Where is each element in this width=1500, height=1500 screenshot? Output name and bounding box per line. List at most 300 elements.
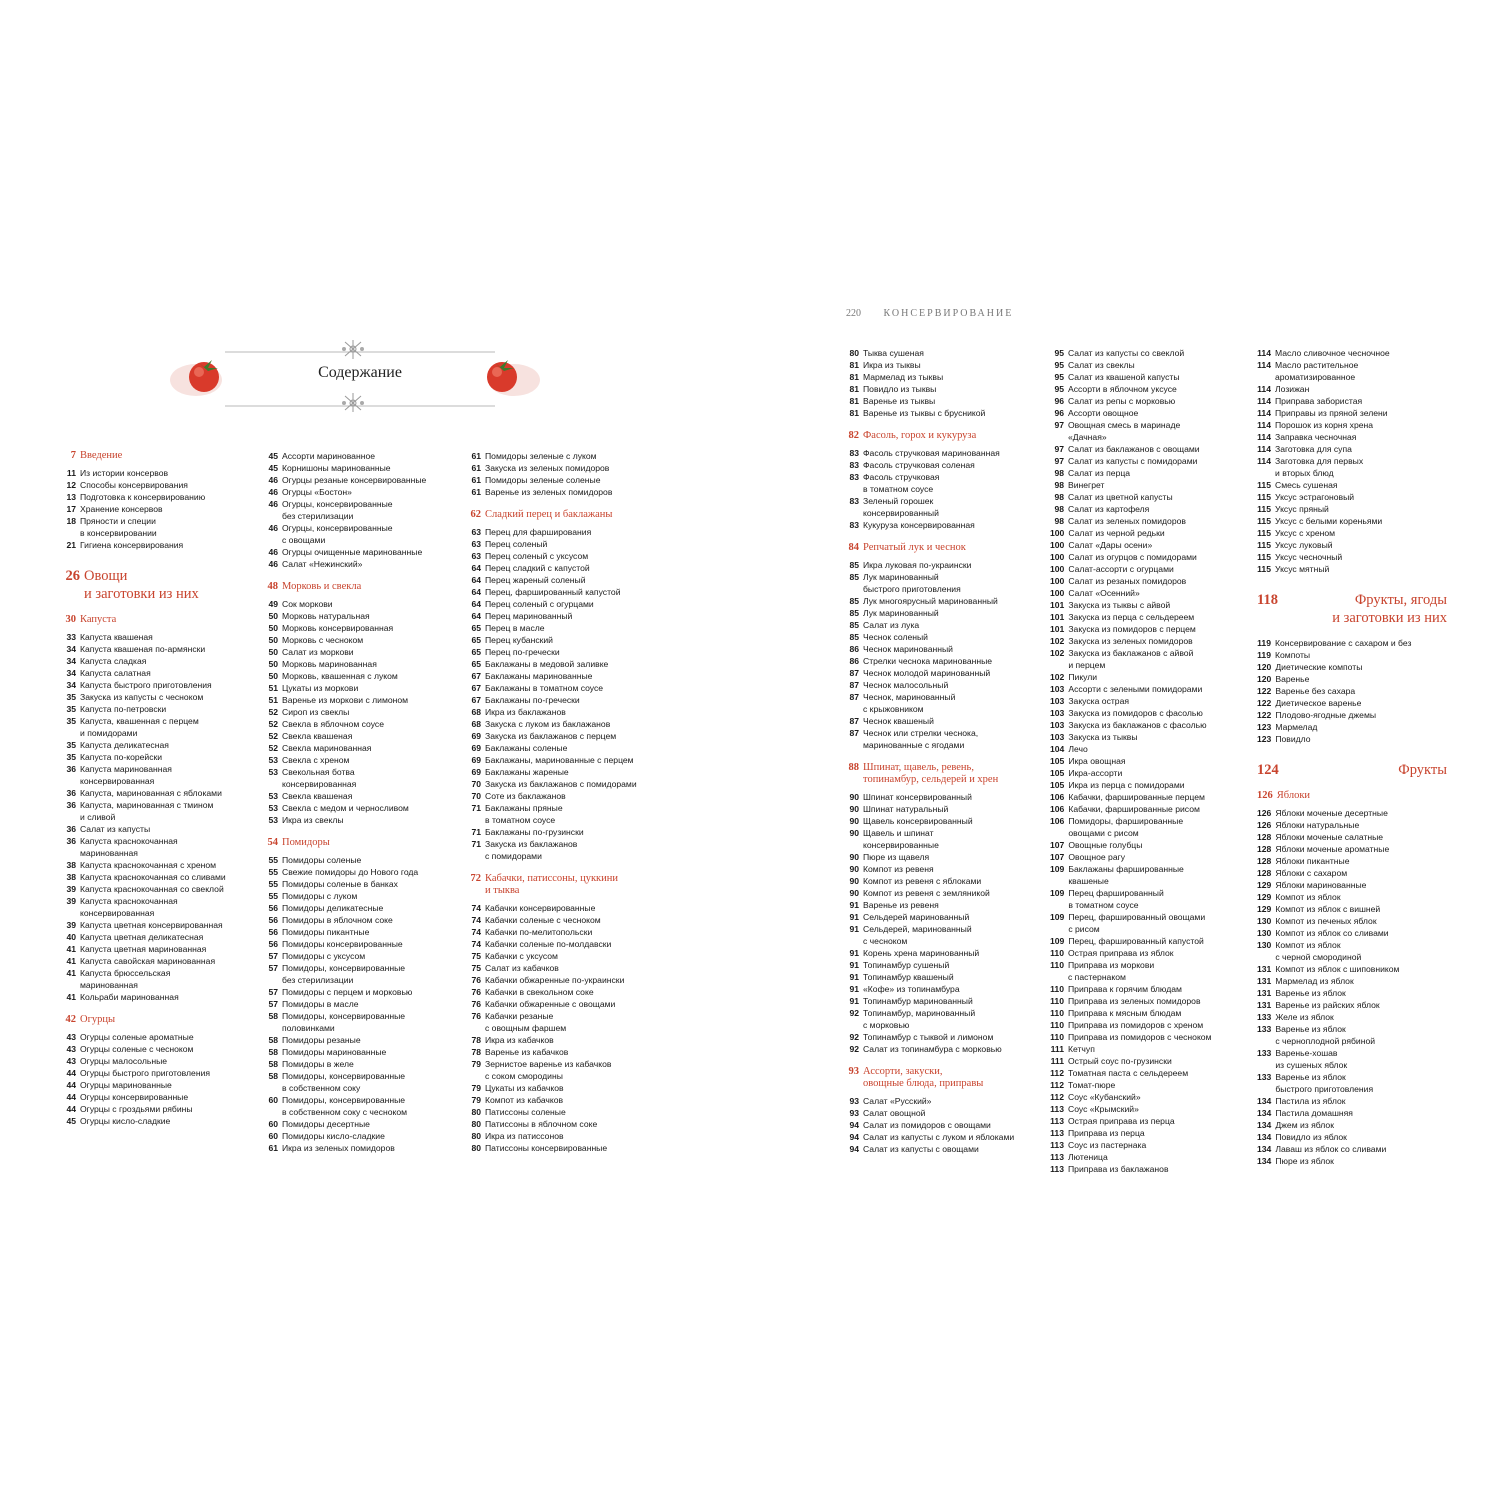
toc-entry — [467, 586, 665, 598]
toc-entry — [264, 646, 456, 658]
toc-entry-title: Капуста краснокочанная со свеклой — [80, 884, 224, 894]
toc-page-number: 61 — [268, 1143, 278, 1153]
toc-entry — [845, 923, 1045, 947]
toc-entry — [467, 838, 665, 862]
toc-page-number: 114 — [1257, 360, 1271, 370]
toc-page-number: 107 — [1050, 852, 1065, 862]
toc-page-number: 90 — [849, 888, 859, 898]
toc-entry-title: Перец в масле — [485, 623, 545, 633]
toc-entry — [1050, 467, 1248, 479]
toc-entry-title: Салат из капусты со свеклой — [1068, 348, 1185, 358]
toc-page-number: 67 — [471, 671, 481, 681]
toc-page-number: 65 — [471, 647, 481, 657]
toc-entry — [62, 715, 250, 739]
toc-page-number: 45 — [268, 463, 278, 473]
toc-page-number: 44 — [66, 1092, 76, 1102]
toc-section-heading — [845, 1066, 1045, 1090]
toc-entry — [1257, 927, 1447, 939]
toc-entry-title: Корнишоны маринованные — [282, 463, 391, 473]
toc-entry-title: Икра из перца с помидорами — [1068, 780, 1185, 790]
toc-entry — [264, 878, 456, 890]
toc-page-number: 91 — [849, 972, 859, 982]
toc-page-number: 123 — [1257, 722, 1272, 732]
toc-entry — [467, 1082, 665, 1094]
toc-entry-title: Салат из черной редьки — [1068, 528, 1165, 538]
toc-page-number: 80 — [471, 1131, 481, 1141]
toc-entry-title: Уксус луковый — [1275, 540, 1333, 550]
toc-page-number: 46 — [268, 475, 278, 485]
toc-entry-title: Капуста брюссельская маринованная — [80, 968, 171, 990]
toc-page-number: 94 — [849, 1120, 859, 1130]
toc-page-number: 65 — [471, 659, 481, 669]
toc-page-number: 96 — [1054, 408, 1064, 418]
toc-entry — [1050, 419, 1248, 443]
toc-entry-title: Салат из огурцов с помидорами — [1068, 552, 1197, 562]
toc-entry — [1257, 867, 1447, 879]
toc-entry-title: Чеснок молодой маринованный — [863, 668, 991, 678]
toc-column-1 — [62, 450, 250, 1127]
toc-entry — [1257, 419, 1447, 431]
toc-page-number: 41 — [66, 968, 76, 978]
toc-column-5 — [1050, 347, 1248, 1175]
toc-entry — [1257, 637, 1447, 649]
toc-entry-title: Салат-ассорти с огурцами — [1068, 564, 1174, 574]
toc-entry — [845, 519, 1045, 531]
toc-entry-title: «Кофе» из топинамбура — [863, 984, 960, 994]
toc-page-number: 114 — [1257, 444, 1271, 454]
toc-entry — [845, 983, 1045, 995]
toc-entry-title: Кабачки по-мелитопольски — [485, 927, 593, 937]
toc-entry-title: Варенье-хошав из сушеных яблок — [1275, 1048, 1348, 1070]
toc-page-number: 62 — [470, 509, 481, 520]
toc-entry — [845, 383, 1045, 395]
toc-entry-title: Закуска острая — [1068, 696, 1130, 706]
toc-entry — [264, 986, 456, 998]
toc-entry-title: Введение — [80, 450, 123, 461]
toc-entry — [1257, 1131, 1447, 1143]
toc-entry-title: Помидоры десертные — [282, 1119, 370, 1129]
toc-entry-title: Помидоры, консервированные без стерилизации — [282, 963, 406, 985]
toc-page-number: 42 — [65, 1014, 76, 1025]
toc-page-number: 134 — [1257, 1156, 1272, 1166]
toc-entry — [1050, 635, 1248, 647]
toc-entry — [1050, 479, 1248, 491]
toc-entry-title: Яблоки моченые ароматные — [1275, 844, 1390, 854]
toc-page-number: 43 — [66, 1044, 76, 1054]
toc-entry — [264, 622, 456, 634]
toc-entry-title: Повидло из тыквы — [863, 384, 937, 394]
toc-page-number: 101 — [1050, 600, 1065, 610]
toc-page-number: 80 — [471, 1107, 481, 1117]
toc-page-number: 91 — [849, 924, 859, 934]
toc-page-number: 126 — [1257, 820, 1272, 830]
toc-page-number: 112 — [1050, 1068, 1064, 1078]
toc-page-number: 105 — [1050, 780, 1065, 790]
toc-page-number: 55 — [268, 891, 278, 901]
toc-entry — [845, 803, 1045, 815]
toc-entry-title: Острая приправа из яблок — [1068, 948, 1174, 958]
toc-entry — [1257, 407, 1447, 419]
toc-entry — [1050, 1079, 1248, 1091]
toc-page-number: 33 — [66, 632, 76, 642]
toc-entry-title: Шпинат натуральный — [863, 804, 949, 814]
toc-page-number: 36 — [66, 764, 76, 774]
toc-page-number: 50 — [268, 623, 278, 633]
toc-page-number: 111 — [1050, 1044, 1064, 1054]
toc-entry — [264, 1070, 456, 1094]
toc-entry — [62, 859, 250, 871]
toc-column-4 — [845, 347, 1045, 1155]
toc-entry — [1050, 503, 1248, 515]
toc-page-number: 134 — [1257, 1096, 1272, 1106]
toc-entry — [1257, 685, 1447, 697]
toc-page-number: 134 — [1257, 1120, 1272, 1130]
toc-entry-title: Фасоль стручковая соленая — [863, 460, 975, 470]
toc-page-number: 103 — [1050, 732, 1065, 742]
toc-entry — [62, 967, 250, 991]
toc-page-number: 87 — [849, 692, 859, 702]
toc-entry-title: Смесь сушеная — [1275, 480, 1338, 490]
toc-entry — [1257, 819, 1447, 831]
toc-entry — [467, 1142, 665, 1154]
toc-entry — [264, 914, 456, 926]
toc-section-heading — [845, 430, 1045, 442]
toc-page-number: 115 — [1257, 540, 1271, 550]
toc-page-number: 122 — [1257, 686, 1272, 696]
toc-entry-title: Соте из баклажанов — [485, 791, 566, 801]
toc-page-number: 98 — [1054, 516, 1064, 526]
toc-entry — [1257, 721, 1447, 733]
toc-page-number: 54 — [267, 837, 278, 848]
toc-page-number: 56 — [268, 915, 278, 925]
toc-entry — [467, 826, 665, 838]
toc-entry — [1257, 479, 1447, 491]
toc-entry-title: Фрукты, ягоды и заготовки из них — [1332, 592, 1447, 626]
toc-page-number: 36 — [66, 836, 76, 846]
toc-section-heading — [467, 509, 665, 521]
toc-entry — [1050, 1007, 1248, 1019]
toc-page-number: 83 — [849, 496, 859, 506]
toc-page-number: 61 — [471, 451, 481, 461]
toc-entry-title: Сельдерей, маринованный с чесноком — [863, 924, 972, 946]
running-title: КОНСЕРВИРОВАНИЕ — [883, 308, 1014, 319]
toc-entry-title: Цукаты из кабачков — [485, 1083, 564, 1093]
toc-entry-title: Икра из кабачков — [485, 1035, 554, 1045]
toc-entry-title: Закуска из тыквы — [1068, 732, 1138, 742]
toc-page-number: 38 — [66, 872, 76, 882]
toc-page-number: 81 — [849, 360, 859, 370]
toc-entry-title: Чеснок соленый — [863, 632, 928, 642]
toc-page-number: 57 — [268, 963, 278, 973]
toc-page-number: 53 — [268, 767, 278, 777]
toc-entry — [467, 986, 665, 998]
toc-entry-title: Помидоры с перцем и морковью — [282, 987, 413, 997]
toc-column-6 — [1257, 347, 1447, 1167]
toc-entry — [467, 962, 665, 974]
toc-entry-title: Салат из репы с морковью — [1068, 396, 1176, 406]
toc-entry-title: Варенье из яблок — [1275, 988, 1346, 998]
toc-entry — [264, 450, 456, 462]
toc-entry — [264, 718, 456, 730]
toc-entry — [264, 998, 456, 1010]
toc-chapter-heading — [1257, 591, 1447, 627]
toc-entry-title: Приправа из перца — [1068, 1128, 1145, 1138]
toc-page-number: 46 — [268, 523, 278, 533]
toc-page-number: 58 — [268, 1047, 278, 1057]
toc-entry — [1257, 527, 1447, 539]
toc-entry-title: Компот из ревеня с яблоками — [863, 876, 982, 886]
toc-page-number: 34 — [66, 656, 76, 666]
toc-entry — [264, 486, 456, 498]
toc-page-number: 17 — [66, 504, 76, 514]
toc-entry-title: Винегрет — [1068, 480, 1105, 490]
toc-page-number: 63 — [471, 539, 481, 549]
toc-page-number: 60 — [268, 1131, 278, 1141]
toc-entry-title: Заправка чесночная — [1275, 432, 1357, 442]
toc-page-number: 115 — [1257, 480, 1271, 490]
toc-entry-title: Варенье из зеленых помидоров — [485, 487, 613, 497]
toc-entry-title: Соус «Крымский» — [1068, 1104, 1139, 1114]
toc-page-number: 103 — [1050, 720, 1065, 730]
toc-page-number: 50 — [268, 659, 278, 669]
toc-entry-title: Свекла в яблочном соусе — [282, 719, 384, 729]
toc-entry-title: Диетическое варенье — [1275, 698, 1362, 708]
toc-page-number: 110 — [1050, 996, 1064, 1006]
toc-page-number: 106 — [1050, 804, 1065, 814]
toc-entry — [264, 1058, 456, 1070]
toc-entry — [467, 1094, 665, 1106]
toc-page-number: 56 — [268, 903, 278, 913]
toc-entry-title: Капуста краснокочанная маринованная — [80, 836, 178, 858]
toc-page-number: 128 — [1257, 832, 1272, 842]
toc-page-number: 114 — [1257, 420, 1271, 430]
toc-entry-title: Помидоры — [282, 837, 330, 848]
toc-entry-title: Овощная смесь в маринаде «Дачная» — [1068, 420, 1181, 442]
toc-entry — [467, 730, 665, 742]
toc-entry-title: Кабачки обжаренные по-украински — [485, 975, 625, 985]
toc-entry-title: Чеснок или стрелки чеснока, маринованные с ягодами — [863, 728, 979, 750]
toc-entry-title: Икра-ассорти — [1068, 768, 1123, 778]
toc-entry-title: Помидоры кисло-сладкие — [282, 1131, 385, 1141]
toc-page-number: 98 — [1054, 504, 1064, 514]
toc-page-number: 81 — [849, 384, 859, 394]
toc-entry-title: Яблоки маринованные — [1275, 880, 1367, 890]
toc-entry-title: Капуста сладкая — [80, 656, 147, 666]
toc-entry — [467, 766, 665, 778]
toc-page-number: 92 — [849, 1008, 859, 1018]
toc-entry — [62, 491, 250, 503]
toc-entry — [62, 787, 250, 799]
toc-entry — [264, 682, 456, 694]
toc-entry — [467, 634, 665, 646]
toc-page-number: 123 — [1257, 734, 1272, 744]
toc-entry — [467, 598, 665, 610]
toc-entry — [1050, 1139, 1248, 1151]
toc-page-number: 94 — [849, 1144, 859, 1154]
toc-entry — [62, 835, 250, 859]
toc-page-number: 61 — [471, 475, 481, 485]
toc-entry — [467, 1046, 665, 1058]
toc-entry-title: Свежие помидоры до Нового года — [282, 867, 419, 877]
toc-entry-title: Овощи и заготовки из них — [84, 568, 199, 602]
toc-page-number: 84 — [848, 542, 859, 553]
toc-section-heading — [1257, 790, 1447, 802]
toc-page-number: 41 — [66, 956, 76, 966]
toc-entry — [62, 703, 250, 715]
toc-entry — [62, 467, 250, 479]
toc-entry — [1050, 911, 1248, 935]
toc-entry — [1050, 1031, 1248, 1043]
toc-entry — [467, 450, 665, 462]
toc-entry — [1257, 383, 1447, 395]
toc-page-number: 122 — [1257, 698, 1272, 708]
toc-entry-title: Салат из свеклы — [1068, 360, 1135, 370]
toc-entry — [1257, 347, 1447, 359]
toc-page-number: 65 — [471, 635, 481, 645]
toc-entry-title: Огурцы соленые ароматные — [80, 1032, 194, 1042]
toc-page-number: 21 — [66, 540, 76, 550]
toc-page-number: 87 — [849, 716, 859, 726]
toc-page-number: 113 — [1050, 1116, 1064, 1126]
toc-entry-title: Лук многоярусный маринованный — [863, 596, 998, 606]
toc-entry-title: Сельдерей маринованный — [863, 912, 970, 922]
toc-entry-title: Морковь с чесноком — [282, 635, 364, 645]
toc-page-number: 133 — [1257, 1048, 1272, 1058]
toc-entry-title: Компот из ревеня — [863, 864, 934, 874]
toc-entry — [1257, 1155, 1447, 1167]
toc-page-number: 109 — [1050, 864, 1065, 874]
toc-entry — [1257, 963, 1447, 975]
toc-entry — [845, 643, 1045, 655]
toc-entry-title: Овощное рагу — [1068, 852, 1126, 862]
toc-page-number: 58 — [268, 1011, 278, 1021]
toc-entry — [1050, 683, 1248, 695]
toc-page-number: 36 — [66, 824, 76, 834]
toc-entry-title: Салат из кабачков — [485, 963, 559, 973]
toc-entry — [62, 1055, 250, 1067]
toc-entry-title: Кабачки, патиссоны, цуккини и тыква — [485, 873, 618, 896]
toc-entry — [62, 1115, 250, 1127]
toc-entry-title: Топинамбур маринованный — [863, 996, 973, 1006]
toc-page-number: 74 — [471, 903, 481, 913]
toc-page-number: 35 — [66, 704, 76, 714]
toc-entry — [1050, 347, 1248, 359]
toc-page-number: 103 — [1050, 708, 1065, 718]
toc-entry — [1050, 1103, 1248, 1115]
toc-entry-title: Закуска из баклажанов с помидорами — [485, 839, 578, 861]
toc-entry-title: Салат из капусты с луком и яблоками — [863, 1132, 1015, 1142]
toc-section-heading — [62, 450, 250, 462]
toc-entry-title: Повидло — [1275, 734, 1311, 744]
toc-page-number: 100 — [1050, 552, 1065, 562]
toc-entry-title: Кабачки обжаренные с овощами — [485, 999, 616, 1009]
toc-entry-title: Перец по-гречески — [485, 647, 560, 657]
toc-entry-title: Салат из цветной капусты — [1068, 492, 1173, 502]
snowflake-ornament-top-icon — [342, 340, 364, 359]
toc-page-number: 106 — [1050, 816, 1065, 826]
toc-page-number: 94 — [849, 1132, 859, 1142]
toc-page-number: 26 — [65, 568, 80, 584]
toc-entry — [467, 538, 665, 550]
toc-section-heading — [62, 614, 250, 626]
toc-entry — [845, 727, 1045, 751]
toc-page-number: 50 — [268, 671, 278, 681]
toc-page-number: 119 — [1257, 650, 1271, 660]
toc-entry — [1050, 407, 1248, 419]
toc-entry — [264, 694, 456, 706]
toc-entry-title: Яблоки моченые десертные — [1275, 808, 1388, 818]
toc-page-number: 115 — [1257, 492, 1271, 502]
toc-page-number: 95 — [1054, 384, 1064, 394]
toc-entry-title: Пастила из яблок — [1275, 1096, 1346, 1106]
toc-entry — [1257, 563, 1447, 575]
toc-entry-title: Помидоры деликатесные — [282, 903, 384, 913]
toc-entry-title: Салат «Русский» — [863, 1096, 932, 1106]
toc-page-number: 130 — [1257, 928, 1272, 938]
toc-entry — [1050, 1067, 1248, 1079]
toc-entry-title: Кабачки, фаршированные перцем — [1068, 792, 1205, 802]
toc-entry-title: Репчатый лук и чеснок — [863, 542, 966, 553]
toc-entry-title: Салат «Дары осени» — [1068, 540, 1153, 550]
toc-page-number: 109 — [1050, 936, 1065, 946]
toc-entry-title: Салат из капусты с помидорами — [1068, 456, 1198, 466]
toc-entry — [1050, 491, 1248, 503]
toc-entry — [467, 670, 665, 682]
toc-entry-title: Икра из баклажанов — [485, 707, 566, 717]
toc-page-number: 87 — [849, 680, 859, 690]
toc-entry-title: Чеснок, маринованный с крыжовником — [863, 692, 956, 714]
toc-entry — [264, 462, 456, 474]
toc-entry — [467, 1106, 665, 1118]
toc-entry-title: Корень хрена маринованный — [863, 948, 980, 958]
toc-entry-title: Икра из тыквы — [863, 360, 921, 370]
toc-entry-title: Закуска из баклажанов с фасолью — [1068, 720, 1207, 730]
toc-page-number: 128 — [1257, 856, 1272, 866]
toc-entry — [1257, 903, 1447, 915]
toc-entry — [1050, 887, 1248, 911]
toc-entry — [467, 1034, 665, 1046]
toc-entry-title: Капуста, маринованная с яблоками — [80, 788, 222, 798]
toc-entry — [845, 863, 1045, 875]
toc-page-number: 69 — [471, 767, 481, 777]
toc-entry — [1050, 383, 1248, 395]
page-number: 220 — [846, 308, 861, 319]
toc-entry — [1257, 673, 1447, 685]
toc-entry — [467, 682, 665, 694]
toc-entry — [1050, 947, 1248, 959]
toc-page-number: 74 — [471, 915, 481, 925]
toc-page-number: 85 — [849, 620, 859, 630]
toc-entry — [264, 1130, 456, 1142]
toc-page-number: 51 — [268, 695, 278, 705]
toc-page-number: 52 — [268, 719, 278, 729]
toc-entry-title: Пюре из яблок — [1275, 1156, 1334, 1166]
toc-entry — [845, 347, 1045, 359]
toc-entry-title: Уксус эстрагоновый — [1275, 492, 1355, 502]
toc-page-number: 114 — [1257, 384, 1271, 394]
toc-entry-title: Морковь маринованная — [282, 659, 377, 669]
toc-page-number: 76 — [471, 975, 481, 985]
toc-section-heading — [62, 1014, 250, 1026]
toc-page-number: 120 — [1257, 662, 1272, 672]
toc-entry — [1257, 939, 1447, 963]
toc-page-number: 85 — [849, 560, 859, 570]
toc-entry — [1050, 1127, 1248, 1139]
toc-entry-title: Компот из печеных яблок — [1275, 916, 1377, 926]
toc-entry — [467, 1130, 665, 1142]
toc-entry — [467, 622, 665, 634]
toc-page-number: 39 — [66, 884, 76, 894]
